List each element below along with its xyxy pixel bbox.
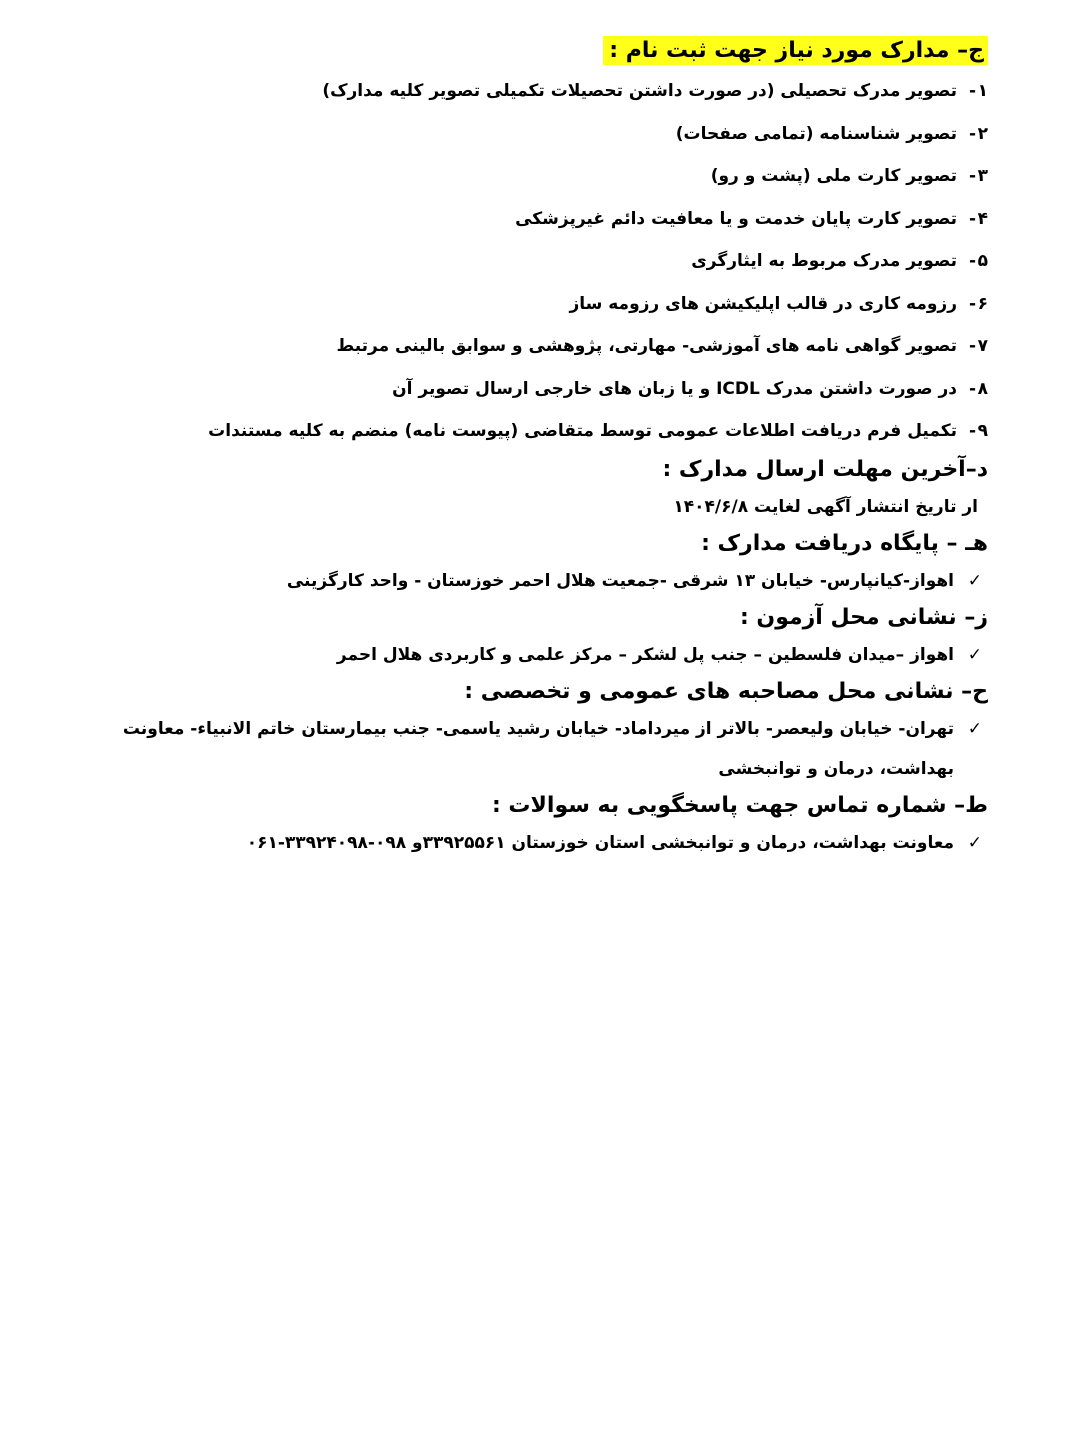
section-d-title: د–آخرین مهلت ارسال مدارک : (662, 456, 988, 482)
list-item: ۲- تصویر شناسنامه (تمامی صفحات) (40, 113, 988, 156)
list-item-number: ۴ (977, 208, 988, 229)
list-item: ۷- تصویر گواهی نامه های آموزشی- مهارتی، پژوهشی و سوابق بالینی مرتبط (40, 325, 988, 368)
check-icon: ✓ (967, 644, 982, 665)
contact-list (40, 823, 988, 863)
list-item (40, 635, 988, 675)
list-item: ۸- در صورت داشتن مدرک ICDL و یا زبان های خارجی ارسال تصویر آن (40, 368, 988, 411)
submission-location-list (40, 561, 988, 601)
list-item-number: ۱ (977, 81, 988, 101)
check-icon: ✓ (967, 718, 982, 739)
list-item: ۱- تصویر مدرک تحصیلی (در صورت داشتن تحصیلات تکمیلی تصویر کلیه مدارک) (40, 70, 988, 113)
list-item-text: تصویر کارت پایان خدمت و یا معافیت دائم غیرپزشکی (515, 208, 958, 229)
list-item-text: اهواز-کیانپارس- خیابان ۱۳ شرقی -جمعیت هلال احمر خوزستان - واحد کارگزینی (286, 570, 954, 591)
section-z-title: ز– نشانی محل آزمون : (739, 604, 988, 630)
list-item (40, 823, 988, 863)
list-item-text: تصویر کارت ملی (پشت و رو) (710, 166, 958, 186)
section-h-title: هـ – پایگاه دریافت مدارک : (701, 530, 988, 556)
list-item-number: ۶ (977, 293, 988, 314)
list-item-number: ۲ (977, 123, 988, 144)
list-item: ۴- تصویر کارت پایان خدمت و یا معافیت دائم غیرپزشکی (40, 198, 988, 241)
list-item: ۶- رزومه کاری در قالب اپلیکیشن های رزومه ساز (40, 283, 988, 326)
list-item (84, 709, 988, 789)
list-item-text: تهران- خیابان ولیعصر- بالاتر از میرداماد- خیابان رشید یاسمی- جنب بیمارستان خاتم الانبیاء- معاونت بهداشت، درمان و توانبخشی (122, 718, 954, 779)
list-item-number: ۵ (977, 251, 988, 271)
list-item-text: تصویر مدرک مربوط به ایثارگری (691, 251, 958, 271)
list-item-number: ۳ (977, 166, 988, 186)
list-item: ۳- تصویر کارت ملی (پشت و رو) (40, 155, 988, 198)
check-icon: ✓ (967, 832, 982, 853)
section-t-title: ط– شماره تماس جهت پاسخگویی به سوالات : (491, 792, 988, 818)
list-item-text: اهواز –میدان فلسطین – جنب پل لشکر – مرکز علمی و کاربردی هلال احمر (336, 644, 954, 665)
required-documents-list (40, 70, 988, 453)
list-item-number: ۸ (977, 378, 988, 399)
deadline-text: ار تاریخ انتشار آگهی لغایت ۱۴۰۴/۶/۸ (673, 496, 978, 517)
list-item (40, 561, 988, 601)
list-item-number: ۷ (977, 336, 988, 356)
list-item: ۵- تصویر مدرک مربوط به ایثارگری (40, 240, 988, 283)
list-item-text: معاونت بهداشت، درمان و توانبخشی استان خوزستان ۳۳۹۲۵۵۶۱و ۰۹۸-۳۳۹۲۴۰۹۸-۰۶۱ (246, 832, 954, 853)
list-item-text: در صورت داشتن مدرک ICDL و یا زبان های خارجی ارسال تصویر آن (392, 378, 958, 399)
section-c-title-highlight: ج– مدارک مورد نیاز جهت ثبت نام : (603, 36, 988, 65)
list-item: ۹- تکمیل فرم دریافت اطلاعات عمومی توسط متقاضی (پیوست نامه) منضم به کلیه مستندات (40, 410, 988, 453)
list-item-text: تصویر گواهی نامه های آموزشی- مهارتی، پژوهشی و سوابق بالینی مرتبط (336, 336, 958, 356)
section-ch-title: ح– نشانی محل مصاحبه های عمومی و تخصصی : (464, 678, 988, 704)
list-item-text: تصویر شناسنامه (تمامی صفحات) (675, 123, 958, 144)
list-item-text: رزومه کاری در قالب اپلیکیشن های رزومه ساز (569, 293, 958, 314)
list-item-text: تکمیل فرم دریافت اطلاعات عمومی توسط متقاضی (پیوست نامه) منضم به کلیه مستندات (208, 421, 958, 441)
exam-location-list (40, 635, 988, 675)
list-item-text: تصویر مدرک تحصیلی (در صورت داشتن تحصیلات تکمیلی تصویر کلیه مدارک) (322, 81, 958, 101)
interview-location-list (40, 709, 988, 789)
section-c-title (40, 34, 988, 68)
list-item-number: ۹ (977, 421, 988, 441)
check-icon: ✓ (967, 570, 982, 591)
